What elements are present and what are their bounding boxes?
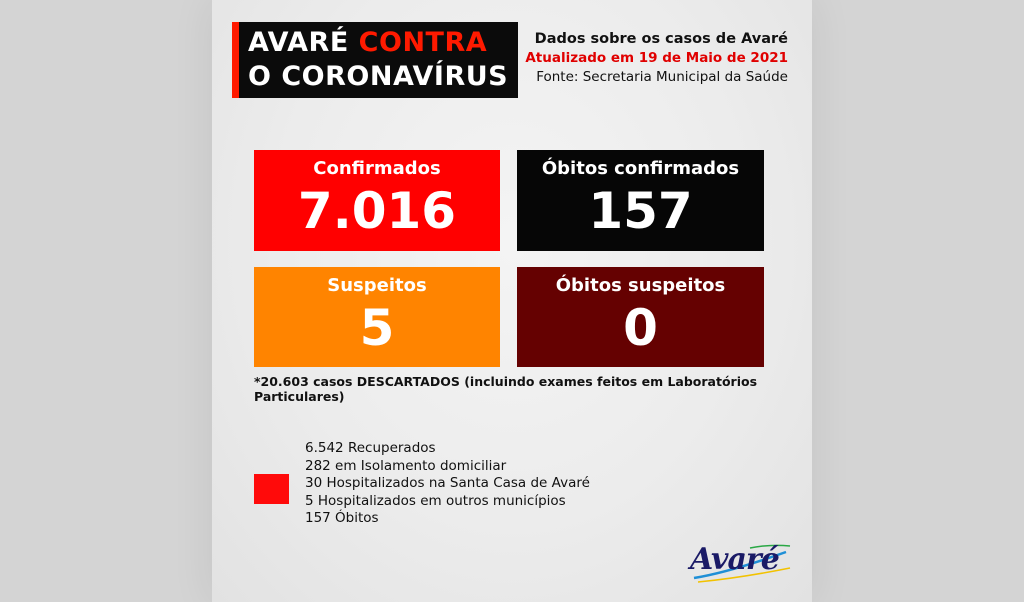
card-value: 5 [359, 299, 395, 357]
title-city: AVARÉ [248, 27, 349, 58]
card-label: Confirmados [313, 158, 441, 179]
stats-list [305, 440, 590, 528]
title-line-1 [248, 26, 508, 60]
stat-hospitalizados-santa-casa: 30 Hospitalizados na Santa Casa de Avaré [305, 475, 590, 491]
title-line-2: O CORONAVÍRUS [248, 61, 509, 92]
card-obitos-confirmados [517, 150, 764, 251]
avare-logo [690, 542, 794, 586]
info-heading: Dados sobre os casos de Avaré [534, 31, 788, 47]
card-value: 0 [623, 299, 658, 357]
card-suspeitos [254, 267, 500, 367]
card-value: 157 [588, 182, 693, 240]
stat-recuperados: 6.542 Recuperados [305, 440, 436, 456]
update-date: Atualizado em 19 de Maio de 2021 [525, 50, 788, 66]
card-label: Óbitos confirmados [541, 158, 740, 179]
header-info [492, 30, 788, 87]
stat-obitos: 157 Óbitos [305, 510, 379, 526]
legend-square-icon [254, 474, 289, 504]
campaign-title [232, 22, 518, 98]
card-label: Óbitos suspeitos [555, 275, 726, 296]
stat-hospitalizados-outros: 5 Hospitalizados em outros municípios [305, 492, 566, 509]
card-value: 7.016 [297, 182, 457, 240]
card-obitos-suspeitos [517, 267, 764, 367]
card-label: Suspeitos [327, 275, 427, 296]
title-contra: CONTRA [358, 27, 488, 58]
card-confirmados [254, 150, 500, 251]
logo-text: Avaré [690, 542, 779, 577]
discarded-note: *20.603 casos DESCARTADOS (incluindo exames feitos em Laboratórios Particulares) [254, 374, 758, 404]
data-source: Fonte: Secretaria Municipal da Saúde [536, 69, 788, 85]
stat-isolamento: 282 em Isolamento domiciliar [305, 457, 507, 474]
